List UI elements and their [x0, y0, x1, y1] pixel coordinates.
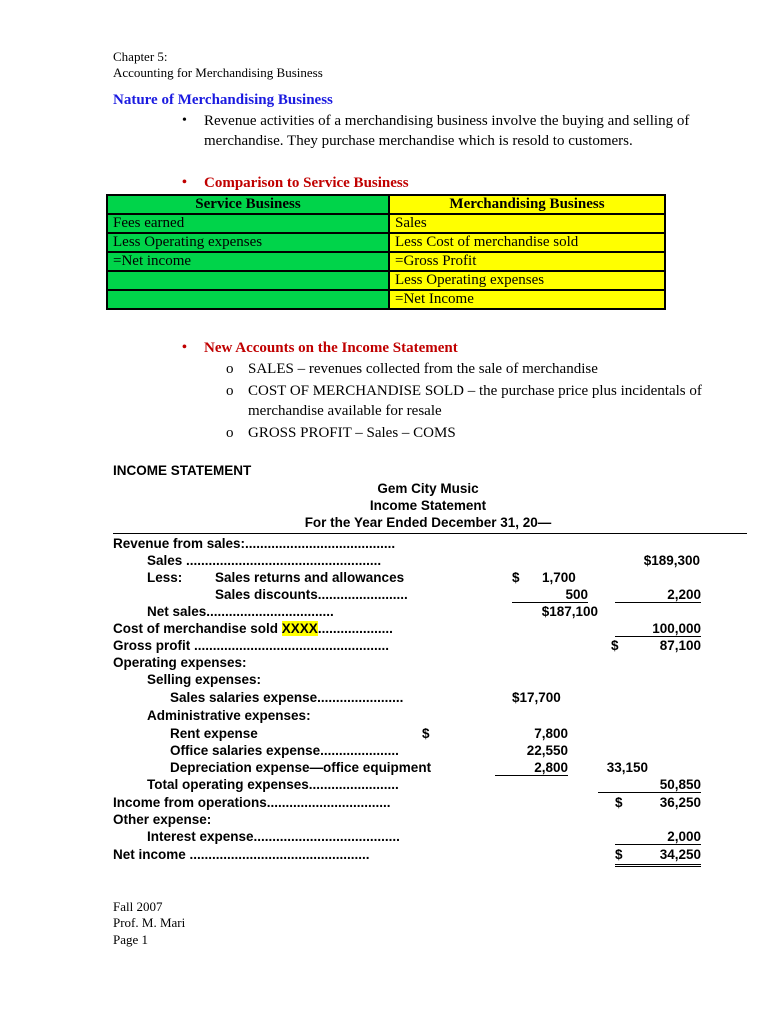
rent-label: Rent expense — [170, 726, 258, 741]
company-name: Gem City Music — [377, 481, 479, 496]
discounts-total: 2,200 — [615, 587, 701, 603]
table-cell: Fees earned — [107, 214, 389, 233]
circle-bullet-icon: o — [226, 383, 234, 399]
income-ops-dollar: $ — [615, 795, 623, 810]
net-income-label: Net income ................................................ — [113, 847, 370, 862]
income-ops-label: Income from operations................................. — [113, 795, 391, 810]
bullet-icon: • — [182, 340, 187, 355]
table-cell: =Net Income — [389, 290, 665, 309]
depreciation-label: Depreciation expense—office equipment — [170, 760, 432, 775]
bullet-revenue-activities: Revenue activities of a merchandising business involve the buying and selling of merchandise. They purchase merchandise which is resold to customers. — [204, 113, 690, 149]
depreciation-value: 2,800 — [495, 760, 568, 776]
sales-salaries-label: Sales salaries expense....................... — [170, 690, 404, 705]
office-salaries-label: Office salaries expense..................... — [170, 743, 399, 758]
table-cell: Less Operating expenses — [107, 233, 389, 252]
table-cell: =Gross Profit — [389, 252, 665, 271]
income-ops-value: 36,250 — [659, 795, 701, 810]
table-row — [107, 214, 665, 233]
subbullet-sales: SALES – revenues collected from the sale of merchandise — [248, 361, 598, 377]
table-row — [107, 252, 665, 271]
discounts-label: Sales discounts........................ — [215, 587, 408, 602]
other-expense-label: Other expense: — [113, 812, 212, 827]
section-title: Nature of Merchandising Business — [113, 92, 333, 108]
coms-line — [113, 621, 393, 636]
table-header-row — [107, 195, 665, 214]
office-salaries-value: 22,550 — [526, 743, 568, 758]
circle-bullet-icon: o — [226, 425, 234, 441]
subbullet-coms: COST OF MERCHANDISE SOLD – the purchase price plus incidentals of merchandise available for resale — [248, 383, 702, 419]
admin-label: Administrative expenses: — [147, 708, 311, 723]
gross-profit-label: Gross profit .................................................... — [113, 638, 390, 653]
sales-value: $189,300 — [643, 553, 700, 568]
coms-value: 100,000 — [615, 621, 701, 637]
chapter-subtitle: Accounting for Merchandising Business — [113, 65, 323, 80]
interest-value: 2,000 — [615, 829, 701, 845]
footer-term: Fall 2007 — [113, 899, 163, 914]
footer-prof: Prof. M. Mari — [113, 915, 186, 930]
coms-dots: .................... — [317, 621, 393, 636]
table-row — [107, 290, 665, 309]
table-cell: =Net income — [107, 252, 389, 271]
opex-label: Operating expenses: — [113, 655, 247, 670]
discounts-value: 500 — [512, 587, 588, 603]
bullet-icon: • — [182, 113, 187, 128]
less-label: Less: — [147, 570, 183, 585]
interest-label: Interest expense....................................... — [147, 829, 400, 844]
table-cell: Less Cost of merchandise sold — [389, 233, 665, 252]
net-income-value: 34,250 — [659, 847, 701, 862]
rent-dollar: $ — [422, 726, 430, 741]
admin-total: 33,150 — [606, 760, 648, 775]
subbullet-gross-profit: GROSS PROFIT – Sales – COMS — [248, 425, 456, 441]
statement-title: Income Statement — [369, 498, 487, 513]
net-sales-label: Net sales.................................. — [147, 604, 334, 619]
returns-value: $ 1,700 — [512, 570, 576, 585]
footer-page: Page 1 — [113, 932, 149, 947]
bullet-new-accounts: New Accounts on the Income Statement — [204, 340, 458, 356]
net-sales-value: $187,100 — [541, 604, 598, 619]
comparison-table — [106, 194, 666, 310]
total-opex-value: 50,850 — [598, 777, 701, 793]
table-cell — [107, 271, 389, 290]
gross-profit-dollar: $ — [611, 638, 619, 653]
statement-divider — [113, 533, 747, 534]
statement-period: For the Year Ended December 31, 20— — [304, 515, 552, 530]
header-merchandising: Merchandising Business — [389, 195, 665, 214]
net-income-dollar: $ — [615, 847, 623, 862]
returns-label: Sales returns and allowances — [215, 570, 405, 585]
bullet-icon: • — [182, 175, 187, 190]
coms-highlight: XXXX — [281, 621, 318, 636]
total-opex-label: Total operating expenses........................ — [147, 777, 399, 792]
gross-profit-value: 87,100 — [659, 638, 701, 653]
net-income-box — [615, 847, 701, 867]
table-row — [107, 271, 665, 290]
rent-value: 7,800 — [534, 726, 568, 741]
table-cell: Sales — [389, 214, 665, 233]
table-row — [107, 233, 665, 252]
selling-label: Selling expenses: — [147, 672, 262, 687]
revenue-from-sales-label: Revenue from sales:........................................ — [113, 536, 396, 551]
circle-bullet-icon: o — [226, 361, 234, 377]
table-cell: Less Operating expenses — [389, 271, 665, 290]
income-statement-label: INCOME STATEMENT — [113, 463, 252, 478]
sales-label: Sales .................................................... — [147, 553, 382, 568]
coms-label: Cost of merchandise sold — [113, 621, 282, 636]
bullet-comparison: Comparison to Service Business — [204, 175, 409, 191]
chapter-label: Chapter 5: — [113, 49, 168, 64]
sales-salaries-value: $17,700 — [512, 690, 561, 705]
header-service: Service Business — [107, 195, 389, 214]
table-cell — [107, 290, 389, 309]
